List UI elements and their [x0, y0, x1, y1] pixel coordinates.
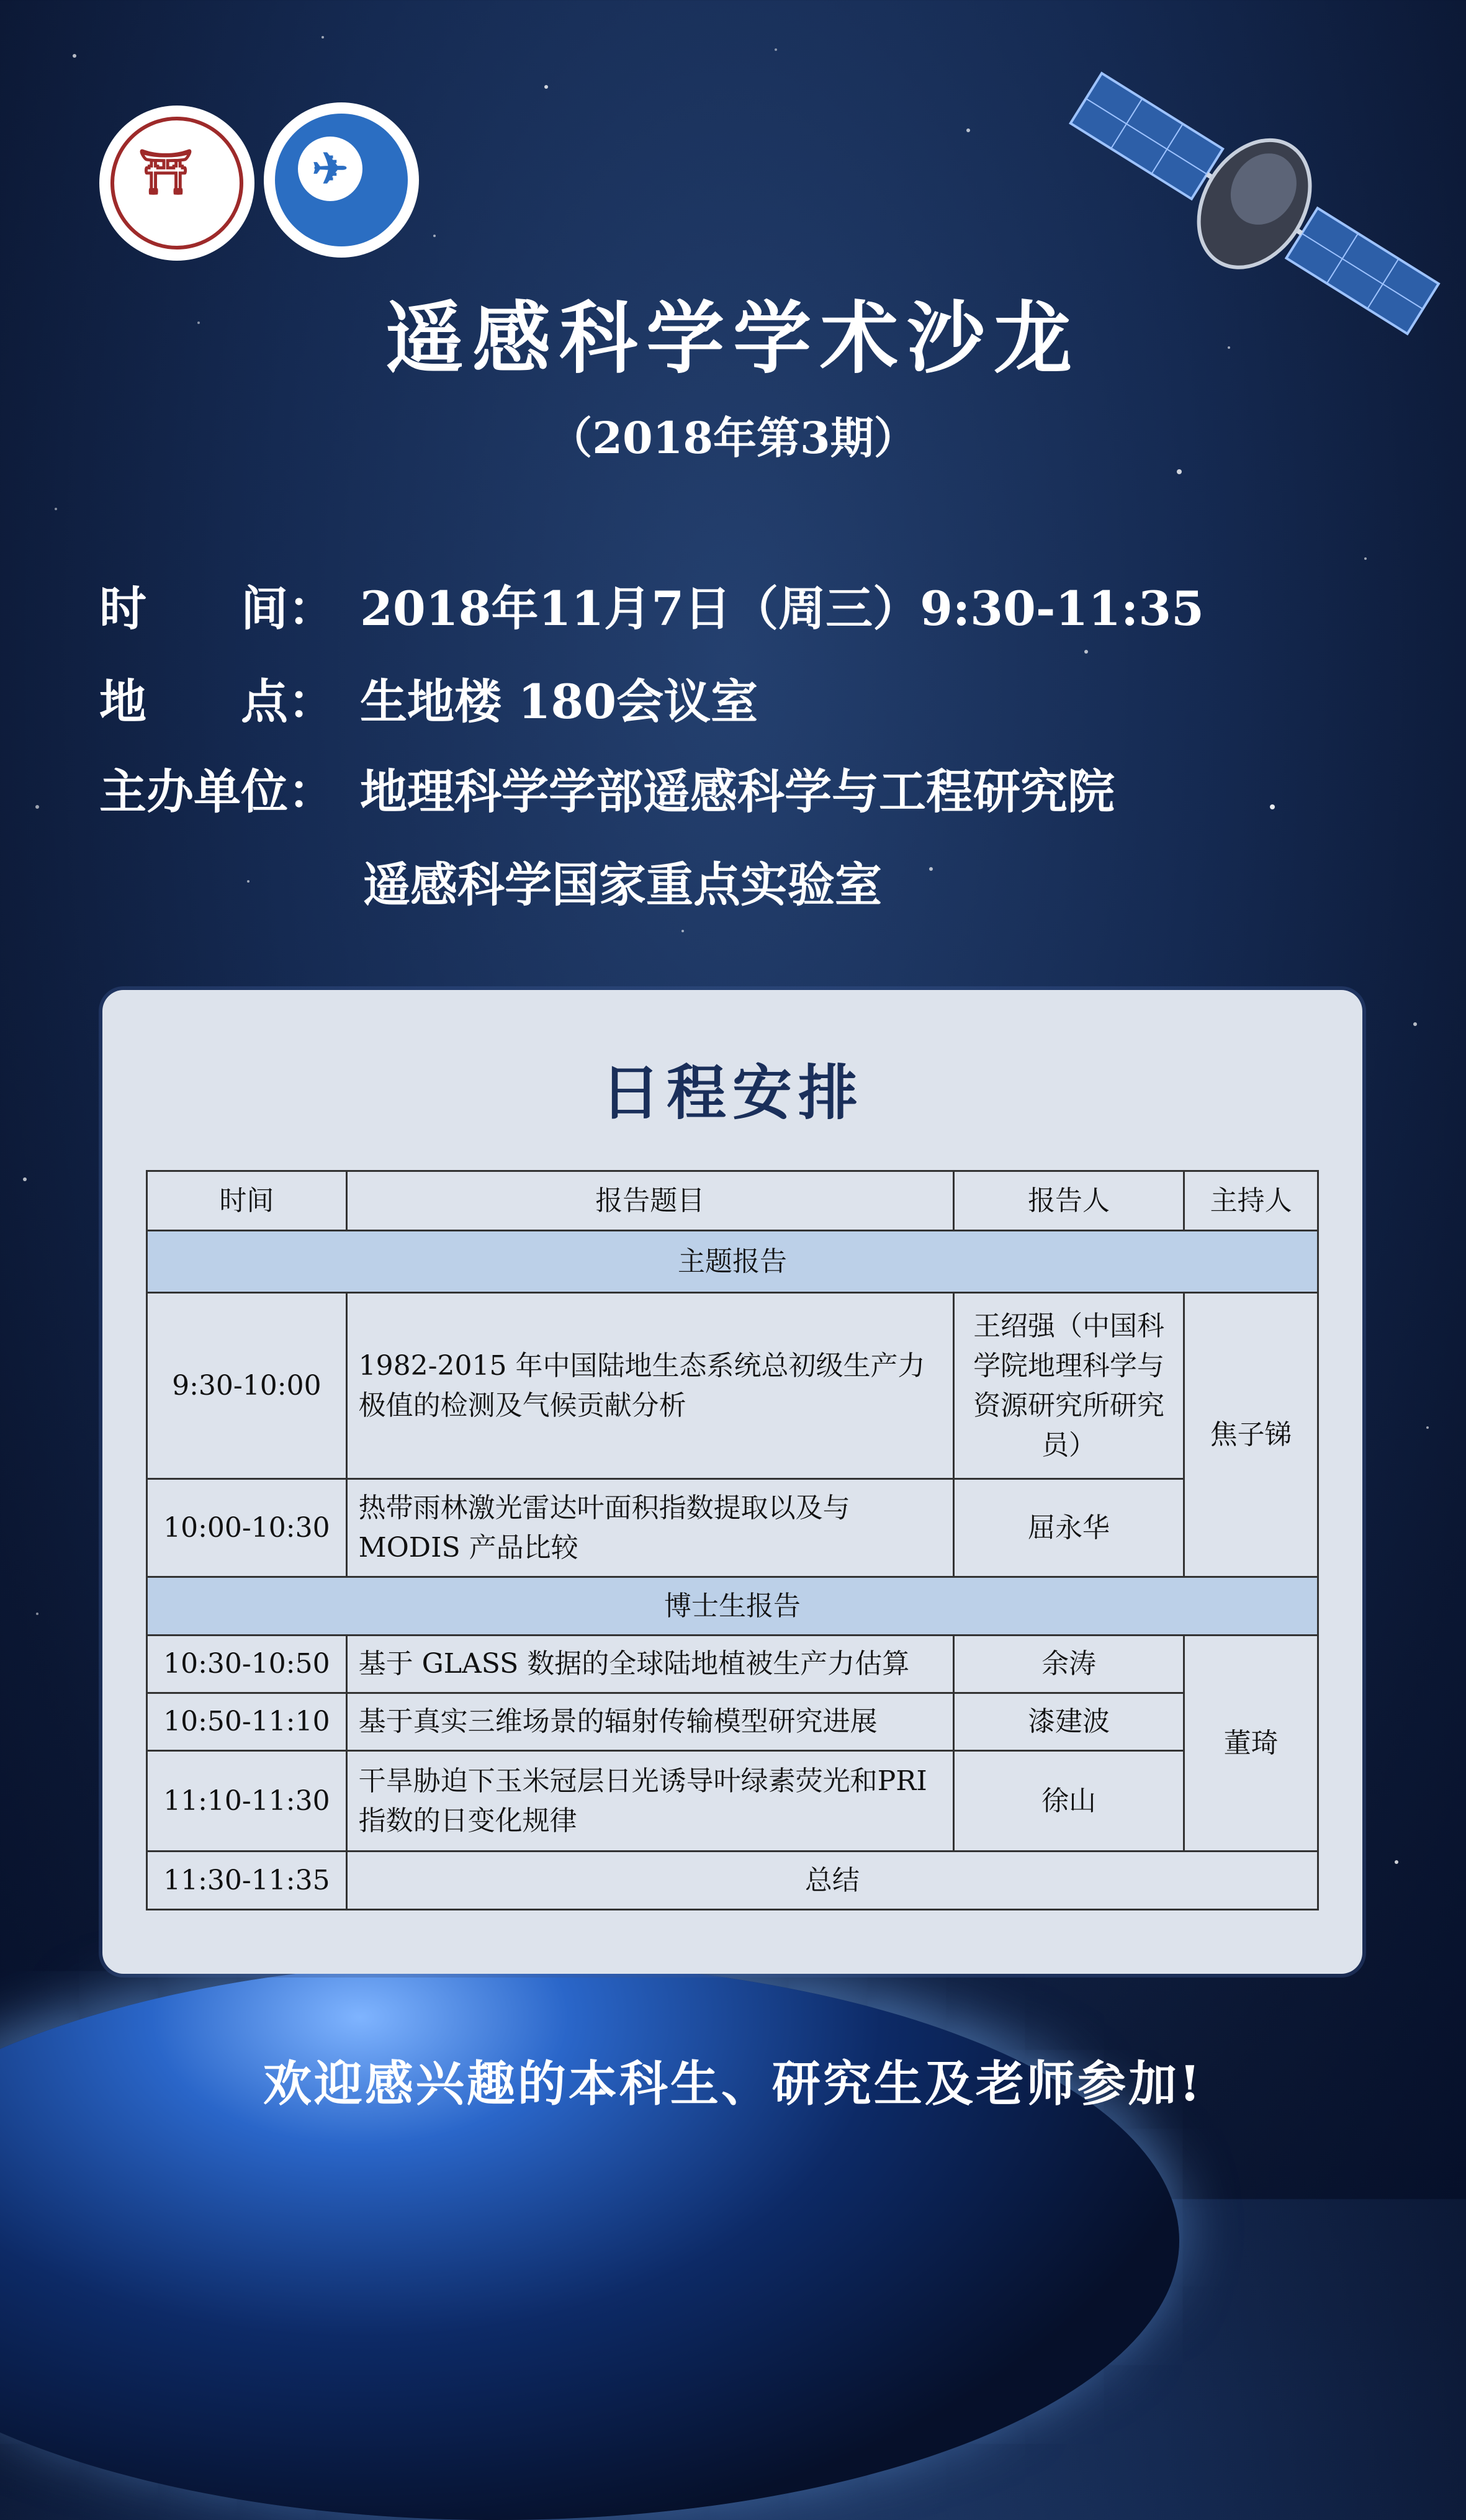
row-time: 10:30-10:50	[147, 1636, 347, 1693]
row-topic: 1982-2015 年中国陆地生态系统总初级生产力极值的检测及气候贡献分析	[346, 1293, 953, 1479]
table-row	[147, 1293, 1318, 1479]
row-speaker: 王绍强（中国科学院地理科学与资源研究所研究员）	[953, 1293, 1184, 1479]
schedule-table	[146, 1170, 1319, 1910]
row-speaker: 余涛	[953, 1636, 1184, 1693]
welcome-footer: 欢迎感兴趣的本科生、研究生及老师参加!	[263, 2056, 1203, 2112]
time-value: 2018年11月7日（周三）9:30-11:35	[360, 581, 1204, 636]
host-line-2	[363, 847, 882, 915]
poster-title: 遥感科学学术沙龙	[385, 292, 1081, 384]
row-topic: 热带雨林激光雷达叶面积指数提取以及与MODIS 产品比较	[346, 1479, 953, 1577]
state-key-lab-logo	[264, 102, 419, 258]
header-topic: 报告题目	[346, 1171, 953, 1231]
lab-emblem-icon: ✈	[312, 143, 349, 194]
row-topic: 基于真实三维场景的辐射传输模型研究进展	[346, 1693, 953, 1751]
header-speaker: 报告人	[953, 1171, 1184, 1231]
table-header-row	[147, 1171, 1318, 1231]
row-host-phd: 董琦	[1184, 1636, 1318, 1852]
row-topic-summary: 总结	[346, 1852, 1318, 1910]
faculty-emblem-icon: ⛩	[138, 146, 194, 197]
host-value-1: 地理科学学部遥感科学与工程研究院	[360, 764, 1115, 819]
host-label: 主办单位：	[99, 764, 335, 819]
time-label: 时 间：	[99, 581, 335, 636]
section-phd-label: 博士生报告	[147, 1577, 1318, 1636]
poster-subtitle: （2018年第3期）	[549, 412, 917, 464]
row-time: 11:30-11:35	[147, 1852, 347, 1910]
header-time: 时间	[147, 1171, 347, 1231]
header-host: 主持人	[1184, 1171, 1318, 1231]
row-time: 10:00-10:30	[147, 1479, 347, 1577]
schedule-title: 日程安排	[601, 1058, 864, 1128]
section-row-keynote	[147, 1231, 1318, 1293]
section-row-phd	[147, 1577, 1318, 1636]
table-row-summary	[147, 1852, 1318, 1910]
table-row	[147, 1479, 1318, 1577]
row-time: 11:10-11:30	[147, 1751, 347, 1852]
table-row	[147, 1636, 1318, 1693]
section-keynote-label: 主题报告	[147, 1231, 1318, 1293]
host-line	[99, 754, 1115, 822]
place-line	[99, 664, 758, 732]
row-time: 9:30-10:00	[147, 1293, 347, 1479]
host-value-2: 遥感科学国家重点实验室	[363, 857, 882, 912]
row-speaker: 漆建波	[953, 1693, 1184, 1751]
row-topic: 基于 GLASS 数据的全球陆地植被生产力估算	[346, 1636, 953, 1693]
row-topic: 干旱胁迫下玉米冠层日光诱导叶绿素荧光和PRI 指数的日变化规律	[346, 1751, 953, 1852]
table-row	[147, 1751, 1318, 1852]
schedule-card	[102, 990, 1362, 1974]
row-speaker: 徐山	[953, 1751, 1184, 1852]
place-label: 地 点：	[99, 674, 335, 729]
faculty-logo	[99, 106, 254, 261]
time-line	[99, 571, 1204, 639]
row-time: 10:50-11:10	[147, 1693, 347, 1751]
place-value: 生地楼 180会议室	[360, 674, 758, 729]
table-row	[147, 1693, 1318, 1751]
row-host-keynote: 焦子锑	[1184, 1293, 1318, 1577]
row-speaker: 屈永华	[953, 1479, 1184, 1577]
